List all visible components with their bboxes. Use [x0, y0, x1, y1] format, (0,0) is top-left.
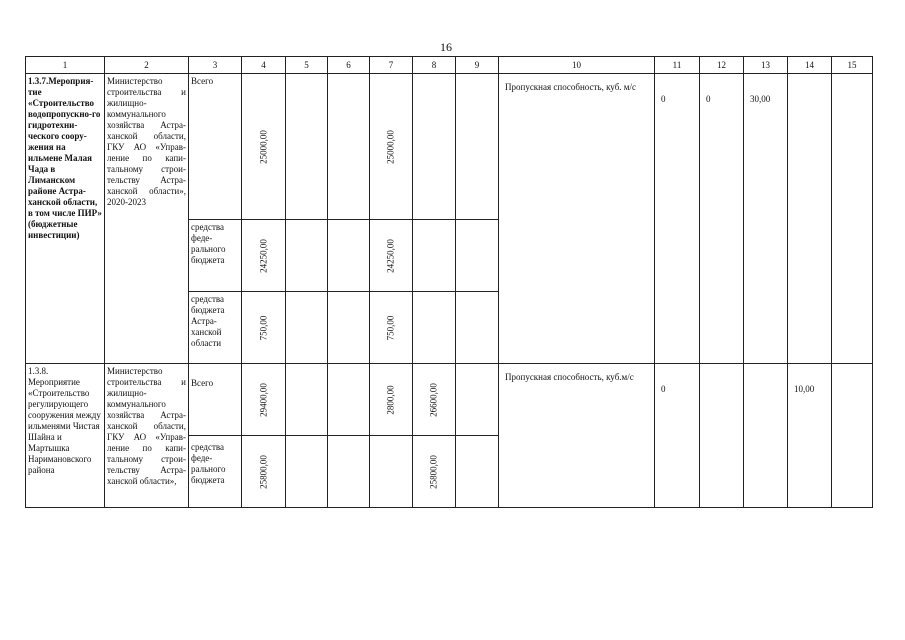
empty-cell	[832, 364, 873, 508]
amount-cell	[370, 292, 413, 364]
empty-cell	[700, 364, 744, 508]
amount-value: 750,00	[258, 315, 268, 340]
source-cell: средства бюджета Астра-ханской области	[189, 292, 242, 364]
value-cell	[700, 74, 744, 364]
empty-cell	[832, 74, 873, 364]
amount-value: 29400,00	[258, 382, 268, 417]
amount-cell	[370, 220, 413, 292]
empty-cell	[286, 364, 328, 436]
amount-cell	[413, 436, 456, 508]
indicator-cell	[499, 364, 655, 508]
table-row	[26, 74, 873, 220]
amount-value: 26600,00	[428, 382, 439, 417]
empty-cell	[456, 292, 499, 364]
source-cell: средства феде-рального бюджета	[189, 436, 242, 508]
empty-cell	[328, 292, 370, 364]
source-cell: Всего	[189, 364, 242, 436]
table-row	[26, 364, 873, 436]
amount-value: 25000,00	[258, 129, 268, 164]
executor-cell: Министерство строительства и жилищно-коммунального хозяйства Астра-ханской области, ГКУ АО «Управ-ление по капи-тальному строи-тельству Астра-ханской области», 2020-2023	[105, 74, 189, 364]
empty-cell	[370, 436, 413, 508]
executor-cell: Министерство строительства и жилищно-коммунального хозяйства Астра-ханской области, ГКУ АО «Управ-ление по капи-тальному строи-тельству Астра-ханской области»,	[105, 364, 189, 508]
amount-value: 25800,00	[258, 454, 268, 489]
empty-cell	[456, 74, 499, 220]
value-cell	[655, 364, 700, 508]
empty-cell	[286, 436, 328, 508]
empty-cell	[413, 74, 456, 220]
amount-cell	[242, 436, 286, 508]
empty-cell	[286, 292, 328, 364]
empty-cell	[456, 364, 499, 436]
empty-cell	[286, 74, 328, 220]
amount-cell	[370, 364, 413, 436]
value-text: 0	[661, 384, 666, 394]
col-header-14: 14	[788, 57, 832, 74]
indicator-text: Пропускная способность, куб.м/с	[505, 372, 634, 382]
empty-cell	[328, 220, 370, 292]
empty-cell	[788, 74, 832, 364]
value-text: 30,00	[750, 94, 771, 104]
amount-value: 24250,00	[385, 238, 396, 273]
indicator-text: Пропускная способность, куб. м/с	[505, 82, 636, 92]
empty-cell	[413, 220, 456, 292]
col-header-15: 15	[832, 57, 873, 74]
page-number: 16	[440, 40, 452, 54]
amount-value: 24250,00	[258, 238, 268, 273]
empty-cell	[328, 364, 370, 436]
col-header-12: 12	[700, 57, 744, 74]
col-header-6: 6	[328, 57, 370, 74]
col-header-2: 2	[105, 57, 189, 74]
amount-cell	[413, 364, 456, 436]
amount-value: 2800,00	[385, 384, 396, 415]
col-header-8: 8	[413, 57, 456, 74]
empty-cell	[328, 436, 370, 508]
col-header-1: 1	[26, 57, 105, 74]
amount-value: 750,00	[385, 315, 396, 340]
amount-cell	[242, 292, 286, 364]
amount-cell	[242, 364, 286, 436]
column-numbers-row	[26, 57, 873, 74]
empty-cell	[456, 436, 499, 508]
col-header-3: 3	[189, 57, 242, 74]
amount-cell	[370, 74, 413, 220]
event-cell: 1.3.8. Мероприятие «Строительство регулирующего сооружения между ильменями Чистая Шайна и Мартышка Наримановского района	[26, 364, 105, 508]
event-cell: 1.3.7.Мероприя-тие «Строительство водопропускно-го гидротехни-ческого соору-жения на ильмене Малая Чада в Лиманском районе Астра-ханской области, в том числе ПИР» (бюджетные инвестиции)	[26, 74, 105, 364]
source-cell: Всего	[189, 74, 242, 220]
empty-cell	[744, 220, 788, 364]
col-header-13: 13	[744, 57, 788, 74]
col-header-11: 11	[655, 57, 700, 74]
col-header-10: 10	[499, 57, 655, 74]
value-cell	[655, 74, 700, 364]
col-header-7: 7	[370, 57, 413, 74]
col-header-5: 5	[286, 57, 328, 74]
empty-cell	[744, 364, 788, 508]
empty-cell	[286, 220, 328, 292]
value-cell	[788, 364, 832, 508]
value-text: 0	[661, 94, 666, 104]
empty-cell	[456, 220, 499, 292]
col-header-9: 9	[456, 57, 499, 74]
value-cell	[744, 74, 788, 220]
empty-cell	[413, 292, 456, 364]
indicator-cell	[499, 74, 655, 364]
amount-cell	[242, 74, 286, 220]
program-table	[25, 56, 873, 508]
amount-value: 25800,00	[428, 454, 439, 489]
amount-cell	[242, 220, 286, 292]
source-cell: средства феде-рального бюджета	[189, 220, 242, 292]
amount-value: 25000,00	[385, 129, 396, 164]
value-text: 10,00	[794, 384, 815, 394]
empty-cell	[328, 74, 370, 220]
value-text: 0	[706, 94, 711, 104]
col-header-4: 4	[242, 57, 286, 74]
